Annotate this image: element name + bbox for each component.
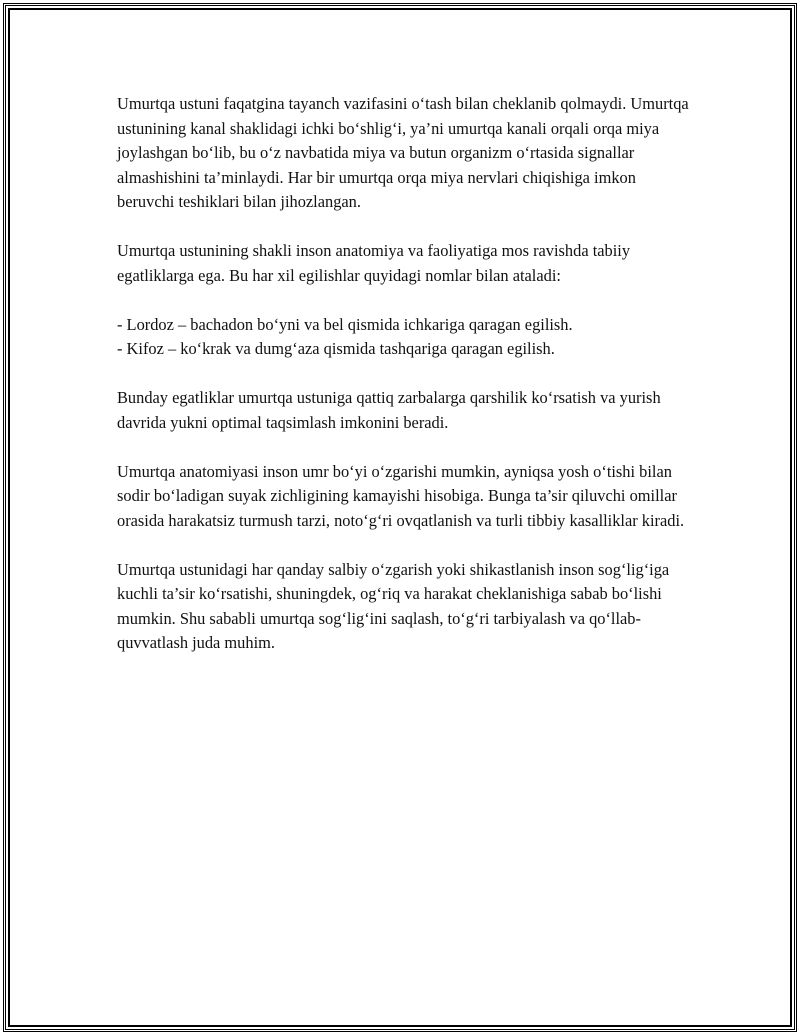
- list-item-kyphosis: - Kifoz – ko‘krak va dumg‘aza qismida tashqariga qaragan egilish.: [117, 339, 555, 358]
- paragraph-spine-health: Umurtqa ustunidagi har qanday salbiy o‘zgarish yoki shikastlanish inson sog‘lig‘iga kuchli ta’sir ko‘rsatishi, shuningdek, og‘riq va harakat cheklanishiga sabab bo‘lishi mumkin. Shu sababli umurtqa sog‘lig‘ini saqlash, to‘g‘ri tarbiyalash va qo‘llab-quvvatlash juda muhim.: [117, 559, 670, 652]
- paragraph-spinal-curves: Umurtqa ustunining shakli inson anatomiya va faoliyatiga mos ravishda tabiiy egatliklarga ega. Bu har xil egilishlar quyidagi nomlar bilan ataladi:: [117, 241, 631, 285]
- paragraph-anatomy-changes: Umurtqa anatomiyasi inson umr bo‘yi o‘zgarishi mumkin, ayniqsa yosh o‘tishi bilan sodir bo‘ladigan suyak zichligining kamayishi hisobiga. Bunga ta’sir qiluvchi omillar orasida harakatsiz turmush tarzi, noto‘g‘ri ovqatlanish va turli tibbiy kasalliklar kiradi.: [117, 461, 685, 530]
- paragraph-spinal-canal: Umurtqa ustuni faqatgina tayanch vazifasini o‘tash bilan cheklanib qolmaydi. Umurtqa ustunining kanal shaklidagi ichki bo‘shlig‘i, ya’ni umurtqa kanali orqali orqa miya joylashgan bo‘lib, bu o‘z navbatida miya va butun organizm o‘rtasida signallar almashishini ta’minlaydi. Har bir umurtqa orqa miya nervlari chiqishiga imkon beruvchi teshiklari bilan jihozlangan.: [117, 94, 689, 211]
- list-item-lordosis: - Lordoz – bachadon bo‘yni va bel qismida ichkariga qaragan egilish.: [117, 314, 573, 334]
- document-body: [117, 92, 697, 680]
- curve-list: [117, 313, 697, 362]
- paragraph-curve-function: Bunday egatliklar umurtqa ustuniga qattiq zarbalarga qarshilik ko‘rsatish va yurish davrida yukni optimal taqsimlash imkonini beradi.: [117, 388, 661, 432]
